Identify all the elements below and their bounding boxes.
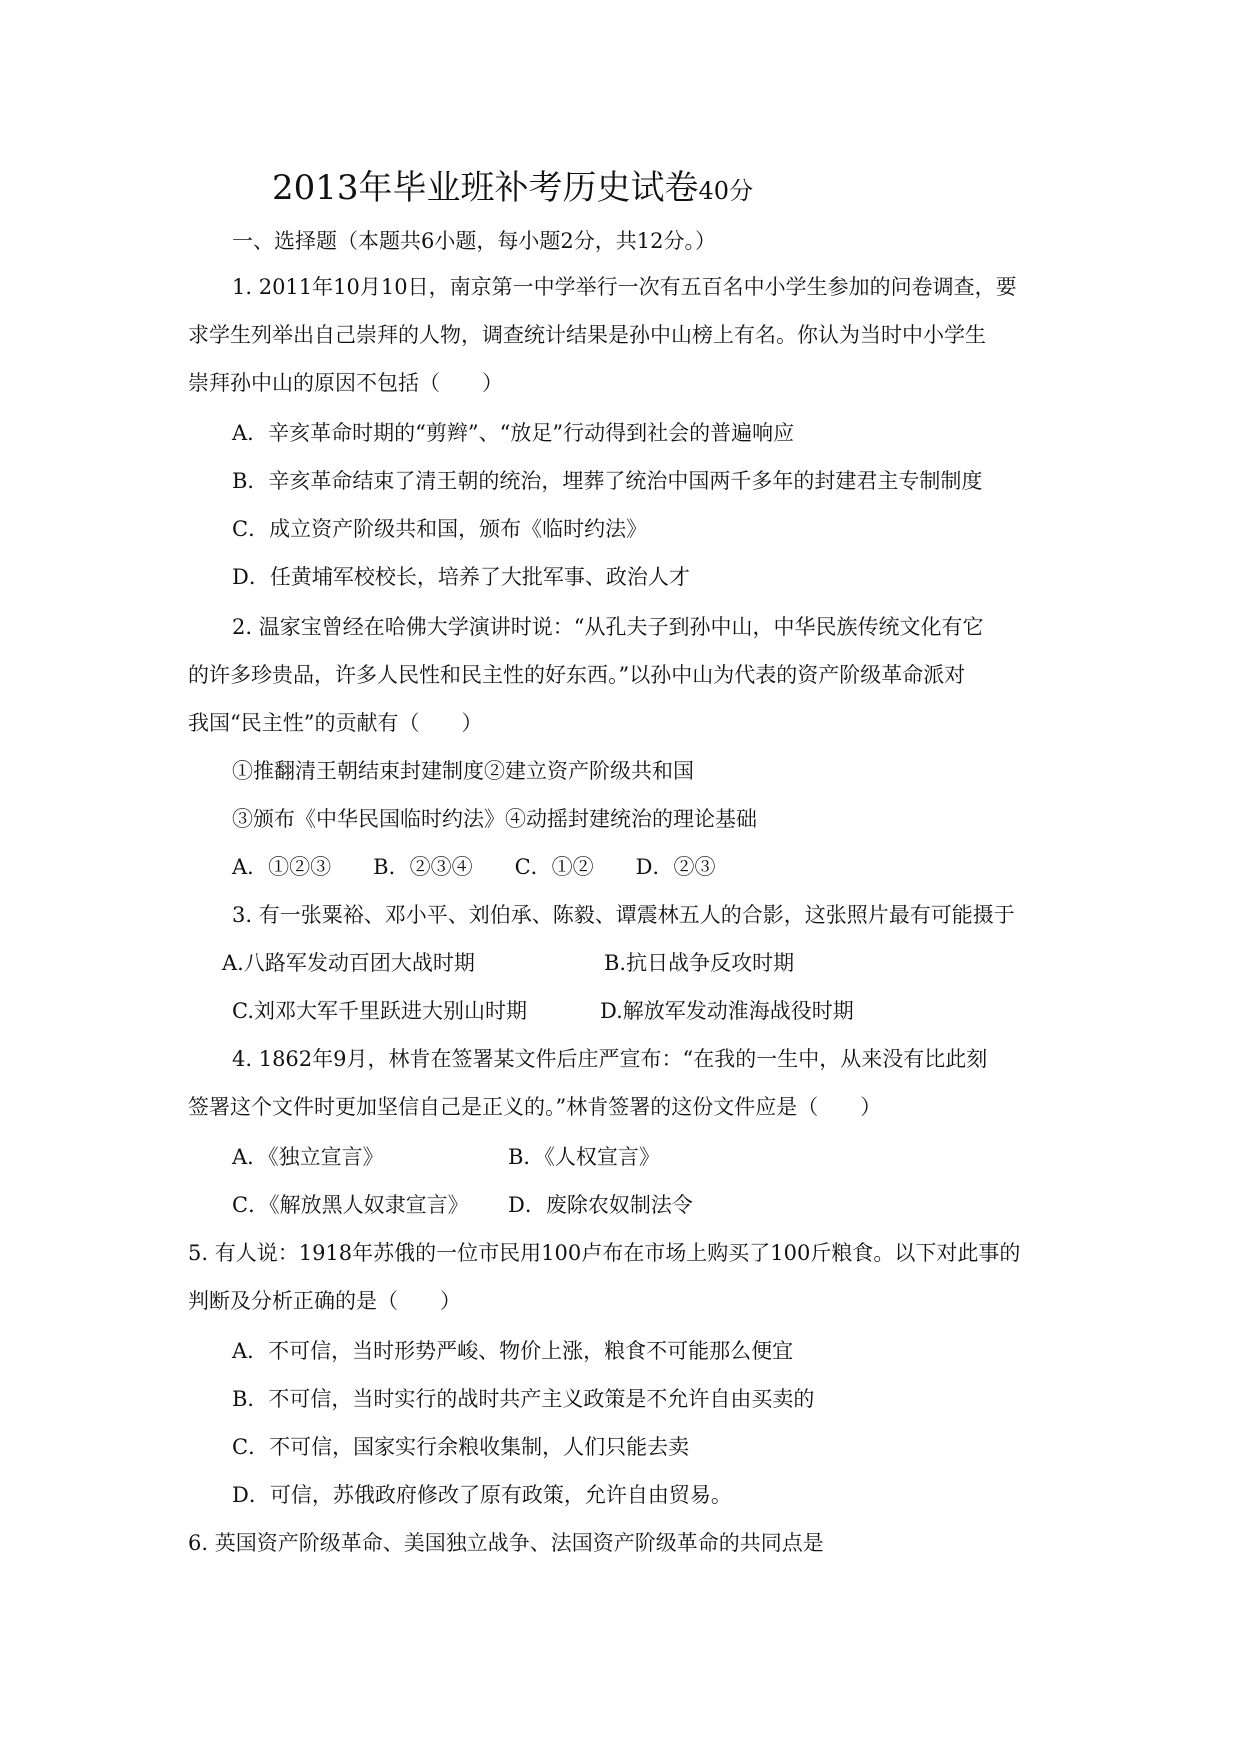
q6-line1: 6. 英国资产阶级革命、美国独立战争、法国资产阶级革命的共同点是 — [188, 1531, 824, 1555]
q2-line2: 的许多珍贵品，许多人民性和民主性的好东西。”以孙中山为代表的资产阶级革命派对 — [188, 663, 966, 687]
q2-statement-2: ③颁布《中华民国临时约法》④动摇封建统治的理论基础 — [232, 807, 757, 831]
q2-options: A．①②③ B．②③④ C．①② D．②③ — [232, 855, 716, 879]
q3-option-a: A.八路军发动百团大战时期 — [222, 951, 475, 975]
q2-line3: 我国“民主性”的贡献有（ ） — [188, 711, 483, 735]
q3-option-b: B.抗日战争反攻时期 — [604, 951, 795, 975]
q4-option-b: B．《人权宣言》 — [508, 1145, 660, 1169]
q2-statement-1: ①推翻清王朝结束封建制度②建立资产阶级共和国 — [232, 759, 694, 783]
q1-option-b: B．辛亥革命结束了清王朝的统治，埋葬了统治中国两千多年的封建君主专制制度 — [232, 469, 983, 493]
q1-option-d: D．任黄埔军校校长，培养了大批军事、政治人才 — [232, 565, 690, 589]
title-main: 2013年毕业班补考历史试卷 — [272, 168, 699, 208]
q5-line2: 判断及分析正确的是（ ） — [188, 1289, 461, 1313]
q5-line1: 5. 有人说：1918年苏俄的一位市民用100卢布在市场上购买了100斤粮食。以下对此事的 — [188, 1241, 1021, 1265]
title-points: 40分 — [698, 177, 754, 205]
q1-option-c: C．成立资产阶级共和国，颁布《临时约法》 — [232, 517, 648, 541]
q3-line1: 3. 有一张粟裕、邓小平、刘伯承、陈毅、谭震林五人的合影，这张照片最有可能摄于 — [232, 903, 1015, 927]
q4-option-d: D．废除农奴制法令 — [508, 1193, 693, 1217]
q4-option-c: C．《解放黑人奴隶宣言》 — [232, 1193, 469, 1217]
q1-line1: 1. 2011年10月10日，南京第一中学举行一次有五百名中小学生参加的问卷调查，要 — [232, 275, 1017, 299]
q5-option-c: C．不可信，国家实行余粮收集制，人们只能去卖 — [232, 1435, 690, 1459]
q5-option-a: A．不可信，当时形势严峻、物价上涨，粮食不可能那么便宜 — [232, 1339, 794, 1363]
q1-line2: 求学生列举出自己崇拜的人物，调查统计结果是孙中山榜上有名。你认为当时中小学生 — [188, 323, 986, 347]
q5-option-d: D．可信，苏俄政府修改了原有政策，允许自由贸易。 — [232, 1483, 732, 1507]
page-title — [272, 160, 753, 209]
q1-line3: 崇拜孙中山的原因不包括（ ） — [188, 371, 503, 395]
section-heading: 一、选择题（本题共6小题，每小题2分，共12分。） — [232, 229, 716, 253]
q4-line2: 签署这个文件时更加坚信自己是正义的。”林肯签署的这份文件应是（ ） — [188, 1095, 882, 1119]
q3-option-d: D.解放军发动淮海战役时期 — [600, 999, 854, 1023]
q5-option-b: B．不可信，当时实行的战时共产主义政策是不允许自由买卖的 — [232, 1387, 815, 1411]
q2-line1: 2. 温家宝曾经在哈佛大学演讲时说：“从孔夫子到孙中山，中华民族传统文化有它 — [232, 615, 984, 639]
q4-line1: 4. 1862年9月，林肯在签署某文件后庄严宣布：“在我的一生中，从来没有比此刻 — [232, 1047, 988, 1071]
q1-option-a: A．辛亥革命时期的“剪辫”、“放足”行动得到社会的普遍响应 — [232, 421, 795, 445]
q4-option-a: A．《独立宣言》 — [232, 1145, 384, 1169]
q3-option-c: C.刘邓大军千里跃进大别山时期 — [232, 999, 527, 1023]
